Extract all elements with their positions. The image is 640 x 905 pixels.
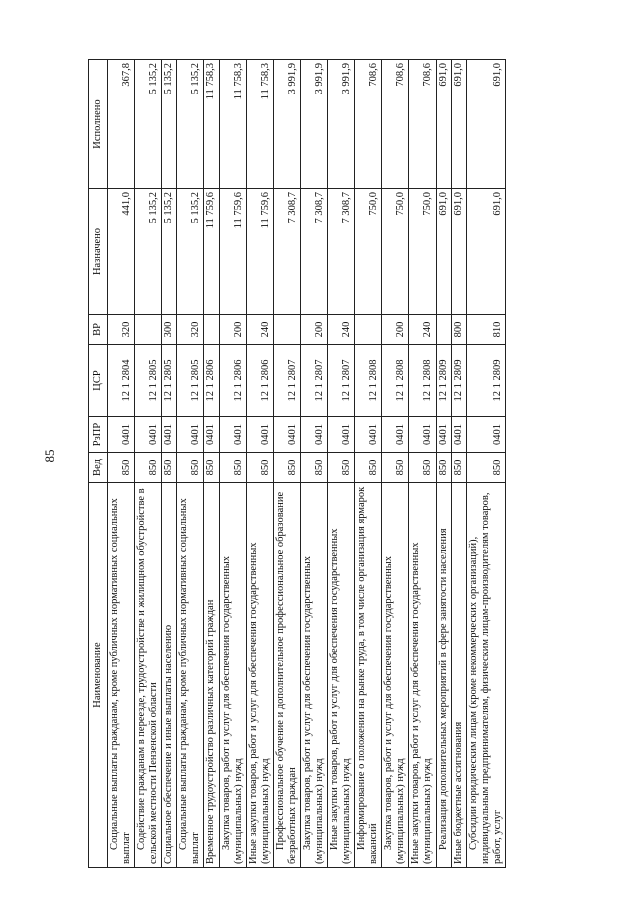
row-ved-text: 850: [452, 459, 464, 476]
row-rzpr-cell: [466, 417, 505, 453]
row-ispolneno-text: 367,8: [121, 63, 133, 87]
table-row: [246, 60, 273, 868]
row-naznacheno-cell: [246, 189, 273, 315]
row-ispolneno-text: 3 991,9: [341, 63, 353, 95]
row-csr-cell: [300, 345, 327, 417]
row-ispolneno-text: 5 135,2: [163, 63, 175, 95]
budget-table: [88, 59, 506, 868]
row-ispolneno-cell: [273, 60, 300, 189]
table-row: [219, 60, 246, 868]
row-ispolneno-text: 708,6: [368, 63, 380, 87]
row-ved-text: 850: [232, 459, 244, 476]
row-csr-cell: [466, 345, 505, 417]
row-csr-cell: [246, 345, 273, 417]
row-naznacheno-cell: [451, 189, 466, 315]
header-csr: ЦСР: [89, 345, 108, 417]
header-rzpr: РзПР: [89, 417, 108, 453]
row-name-text: Субсидии юридическим лицам (кроме некоммерческих организаций), индивидуальным предпринимателям, физическим лицам-производителям товаров, работ, услуг: [467, 492, 503, 864]
row-vr-text: 200: [313, 321, 325, 338]
row-ispolneno-cell: [328, 60, 355, 189]
row-ved-text: 850: [491, 459, 503, 476]
page-number: 85: [42, 449, 57, 463]
table-row: [355, 60, 382, 868]
row-name-cell: [355, 483, 382, 868]
table-row: [382, 60, 409, 868]
row-vr-text: 200: [395, 321, 407, 338]
row-ispolneno-text: 3 991,9: [313, 63, 325, 95]
row-rzpr-cell: [108, 417, 135, 453]
row-name-cell: [162, 483, 177, 868]
row-rzpr-cell: [204, 417, 219, 453]
row-name-text: Иные бюджетные ассигнования: [452, 721, 464, 864]
row-ispolneno-text: 708,6: [422, 63, 434, 87]
row-csr-cell: [219, 345, 246, 417]
row-csr-cell: [382, 345, 409, 417]
row-ispolneno-cell: [466, 60, 505, 189]
row-csr-cell: [436, 345, 451, 417]
row-rzpr-text: 0401: [232, 424, 244, 445]
row-csr-cell: [328, 345, 355, 417]
table-row: [328, 60, 355, 868]
row-naznacheno-cell: [382, 189, 409, 315]
row-name-text: Социальные выплаты гражданам, кроме публичных нормативных социальных выплат: [109, 498, 133, 864]
row-naznacheno-cell: [273, 189, 300, 315]
row-ved-cell: [273, 453, 300, 483]
row-vr-text: 800: [452, 321, 464, 338]
row-name-cell: [108, 483, 135, 868]
row-naznacheno-text: 750,0: [368, 192, 380, 216]
row-vr-cell: [273, 315, 300, 345]
row-csr-text: 12 1 2805: [190, 359, 202, 402]
row-rzpr-cell: [409, 417, 436, 453]
row-rzpr-text: 0401: [313, 424, 325, 445]
row-csr-text: 12 1 2806: [232, 359, 244, 402]
row-naznacheno-cell: [409, 189, 436, 315]
row-csr-text: 12 1 2805: [163, 359, 175, 402]
row-rzpr-text: 0401: [205, 424, 217, 445]
row-csr-text: 12 1 2806: [205, 359, 217, 402]
row-ispolneno-text: 691,0: [452, 63, 464, 87]
row-naznacheno-cell: [204, 189, 219, 315]
row-name-text: Социальные выплаты гражданам, кроме публичных нормативных социальных выплат: [178, 498, 202, 864]
row-rzpr-cell: [273, 417, 300, 453]
row-ved-text: 850: [422, 459, 434, 476]
row-name-cell: [328, 483, 355, 868]
row-ispolneno-cell: [177, 60, 204, 189]
row-ispolneno-cell: [409, 60, 436, 189]
row-ispolneno-text: 5 135,2: [148, 63, 160, 95]
row-vr-cell: [466, 315, 505, 345]
row-csr-cell: [108, 345, 135, 417]
row-naznacheno-text: 11 759,6: [232, 192, 244, 229]
table-row: [108, 60, 135, 868]
row-naznacheno-cell: [355, 189, 382, 315]
row-ved-text: 850: [121, 459, 133, 476]
row-rzpr-cell: [436, 417, 451, 453]
row-rzpr-text: 0401: [452, 424, 464, 445]
row-ved-text: 850: [341, 459, 353, 476]
row-csr-text: 12 1 2808: [395, 359, 407, 402]
row-name-cell: [382, 483, 409, 868]
row-ispolneno-text: 691,0: [491, 63, 503, 87]
row-naznacheno-text: 11 759,6: [205, 192, 217, 229]
row-csr-cell: [355, 345, 382, 417]
row-vr-cell: [409, 315, 436, 345]
row-naznacheno-text: 691,0: [452, 192, 464, 216]
row-vr-text: 200: [232, 321, 244, 338]
row-naznacheno-cell: [108, 189, 135, 315]
row-naznacheno-text: 5 135,2: [163, 192, 175, 224]
row-ved-text: 850: [286, 459, 298, 476]
row-naznacheno-text: 7 308,7: [341, 192, 353, 224]
row-name-text: Иные закупки товаров, работ и услуг для обеспечения государственных (муниципальных) нужд: [329, 528, 353, 864]
row-rzpr-cell: [328, 417, 355, 453]
row-ispolneno-cell: [300, 60, 327, 189]
rotated-table-frame: [88, 60, 598, 868]
row-name-cell: [219, 483, 246, 868]
row-name-text: Закупка товаров, работ и услуг для обеспечения государственных (муниципальных) нужд: [301, 555, 325, 864]
row-naznacheno-text: 441,0: [121, 192, 133, 216]
row-csr-text: 12 1 2809: [437, 359, 449, 402]
row-ispolneno-text: 691,0: [437, 63, 449, 87]
row-ved-cell: [219, 453, 246, 483]
row-naznacheno-text: 691,0: [437, 192, 449, 216]
row-ispolneno-cell: [451, 60, 466, 189]
row-name-cell: [204, 483, 219, 868]
row-vr-cell: [355, 315, 382, 345]
table-row: [135, 60, 162, 868]
row-name-text: Содействие гражданам в переезде, трудоустройстве и жилищном обустройстве в сельской местности Пензенской области: [136, 488, 160, 864]
row-rzpr-text: 0401: [395, 424, 407, 445]
row-naznacheno-text: 5 135,2: [190, 192, 202, 224]
row-ved-cell: [108, 453, 135, 483]
row-rzpr-text: 0401: [259, 424, 271, 445]
row-rzpr-text: 0401: [437, 424, 449, 445]
row-ved-text: 850: [437, 459, 449, 476]
row-csr-cell: [204, 345, 219, 417]
row-name-cell: [451, 483, 466, 868]
row-name-text: Закупка товаров, работ и услуг для обеспечения государственных (муниципальных) нужд: [220, 555, 244, 864]
header-ved: Вед: [89, 453, 108, 483]
row-rzpr-cell: [177, 417, 204, 453]
row-csr-cell: [177, 345, 204, 417]
row-ispolneno-cell: [162, 60, 177, 189]
table-row: [451, 60, 466, 868]
row-vr-cell: [162, 315, 177, 345]
row-naznacheno-cell: [436, 189, 451, 315]
row-ispolneno-text: 708,6: [395, 63, 407, 87]
row-name-cell: [246, 483, 273, 868]
row-name-cell: [436, 483, 451, 868]
row-vr-cell: [436, 315, 451, 345]
row-vr-cell: [246, 315, 273, 345]
row-rzpr-cell: [246, 417, 273, 453]
row-rzpr-text: 0401: [341, 424, 353, 445]
row-csr-text: 12 1 2809: [452, 359, 464, 402]
row-vr-cell: [135, 315, 162, 345]
row-csr-text: 12 1 2808: [368, 359, 380, 402]
row-naznacheno-text: 5 135,2: [148, 192, 160, 224]
row-ved-text: 850: [368, 459, 380, 476]
row-name-text: Иные закупки товаров, работ и услуг для обеспечения государственных (муниципальных) нужд: [410, 542, 434, 864]
row-ispolneno-text: 11 758,3: [205, 63, 217, 100]
row-name-text: Информирование о положении на рынке труда, в том числе организация ярмарок вакансий: [356, 486, 380, 864]
row-rzpr-text: 0401: [190, 424, 202, 445]
row-naznacheno-text: 7 308,7: [286, 192, 298, 224]
table-row: [162, 60, 177, 868]
row-vr-cell: [108, 315, 135, 345]
row-vr-cell: [219, 315, 246, 345]
row-ved-text: 850: [190, 459, 202, 476]
row-ved-text: 850: [205, 459, 217, 476]
row-rzpr-text: 0401: [491, 424, 503, 445]
row-vr-cell: [451, 315, 466, 345]
row-csr-text: 12 1 2805: [148, 359, 160, 402]
row-ispolneno-cell: [436, 60, 451, 189]
row-ved-cell: [135, 453, 162, 483]
row-vr-text: 240: [341, 321, 353, 338]
row-name-cell: [273, 483, 300, 868]
row-rzpr-text: 0401: [368, 424, 380, 445]
row-ispolneno-cell: [219, 60, 246, 189]
row-csr-text: 12 1 2807: [341, 359, 353, 402]
row-naznacheno-text: 7 308,7: [313, 192, 325, 224]
row-vr-cell: [328, 315, 355, 345]
row-vr-cell: [300, 315, 327, 345]
row-ved-cell: [355, 453, 382, 483]
row-rzpr-text: 0401: [163, 424, 175, 445]
row-csr-cell: [451, 345, 466, 417]
row-ved-cell: [246, 453, 273, 483]
row-rzpr-cell: [162, 417, 177, 453]
row-rzpr-text: 0401: [286, 424, 298, 445]
row-name-cell: [466, 483, 505, 868]
row-rzpr-text: 0401: [148, 424, 160, 445]
row-rzpr-cell: [135, 417, 162, 453]
row-name-text: Социальное обеспечение и иные выплаты населению: [163, 624, 175, 864]
table-row: [177, 60, 204, 868]
row-rzpr-cell: [451, 417, 466, 453]
header-vr: ВР: [89, 315, 108, 345]
row-ved-text: 850: [259, 459, 271, 476]
row-csr-cell: [162, 345, 177, 417]
header-naznacheno: Назначено: [89, 189, 108, 315]
row-ved-cell: [204, 453, 219, 483]
header-name: Наименование: [89, 483, 108, 868]
row-ved-text: 850: [163, 459, 175, 476]
row-name-cell: [177, 483, 204, 868]
row-naznacheno-cell: [328, 189, 355, 315]
row-ispolneno-text: 11 758,3: [259, 63, 271, 100]
row-vr-text: 320: [121, 321, 133, 338]
row-name-cell: [300, 483, 327, 868]
row-naznacheno-cell: [162, 189, 177, 315]
row-naznacheno-cell: [466, 189, 505, 315]
row-ispolneno-text: 3 991,9: [286, 63, 298, 95]
table-container: [88, 60, 598, 868]
row-name-text: Закупка товаров, работ и услуг для обеспечения государственных (муниципальных) нужд: [383, 555, 407, 864]
row-csr-text: 12 1 2808: [422, 359, 434, 402]
row-ved-cell: [409, 453, 436, 483]
row-csr-text: 12 1 2807: [286, 359, 298, 402]
row-ved-cell: [436, 453, 451, 483]
row-vr-text: 320: [190, 321, 202, 338]
row-ispolneno-cell: [355, 60, 382, 189]
row-ved-text: 850: [148, 459, 160, 476]
table-row: [273, 60, 300, 868]
row-ved-cell: [177, 453, 204, 483]
row-csr-cell: [273, 345, 300, 417]
row-vr-cell: [177, 315, 204, 345]
row-rzpr-cell: [382, 417, 409, 453]
table-row: [466, 60, 505, 868]
row-ved-cell: [382, 453, 409, 483]
row-csr-cell: [135, 345, 162, 417]
row-ved-cell: [162, 453, 177, 483]
row-naznacheno-cell: [177, 189, 204, 315]
row-name-text: Иные закупки товаров, работ и услуг для обеспечения государственных (муниципальных) нужд: [247, 542, 271, 864]
table-row: [409, 60, 436, 868]
row-name-text: Временное трудоустройство различных категорий граждан: [205, 599, 217, 864]
row-rzpr-cell: [219, 417, 246, 453]
row-ved-cell: [451, 453, 466, 483]
row-vr-text: 810: [491, 321, 503, 338]
row-rzpr-text: 0401: [422, 424, 434, 445]
row-ved-cell: [300, 453, 327, 483]
row-ispolneno-cell: [135, 60, 162, 189]
row-name-text: Профессиональное обучение и дополнительное профессиональное образование безработных граждан: [274, 491, 298, 864]
row-ved-text: 850: [313, 459, 325, 476]
row-csr-text: 12 1 2806: [259, 359, 271, 402]
row-naznacheno-text: 750,0: [422, 192, 434, 216]
row-csr-text: 12 1 2807: [313, 359, 325, 402]
row-ispolneno-cell: [108, 60, 135, 189]
row-rzpr-text: 0401: [121, 424, 133, 445]
row-ved-text: 850: [395, 459, 407, 476]
row-vr-text: 240: [259, 321, 271, 338]
row-vr-cell: [382, 315, 409, 345]
row-naznacheno-cell: [135, 189, 162, 315]
row-ispolneno-cell: [382, 60, 409, 189]
row-ispolneno-text: 11 758,3: [232, 63, 244, 100]
row-naznacheno-text: 11 759,6: [259, 192, 271, 229]
row-name-cell: [409, 483, 436, 868]
row-vr-text: 300: [163, 321, 175, 338]
table-body: [108, 60, 506, 868]
row-csr-text: 12 1 2809: [491, 359, 503, 402]
row-vr-cell: [204, 315, 219, 345]
table-row: [436, 60, 451, 868]
table-row: [300, 60, 327, 868]
row-vr-text: 240: [422, 321, 434, 338]
row-naznacheno-text: 691,0: [491, 192, 503, 216]
row-rzpr-cell: [300, 417, 327, 453]
row-csr-text: 12 1 2804: [121, 359, 133, 402]
row-name-text: Реализация дополнительных мероприятий в сфере занятости населения: [437, 528, 449, 850]
row-ispolneno-text: 5 135,2: [190, 63, 202, 95]
table-header-row: [89, 60, 108, 868]
row-ispolneno-cell: [246, 60, 273, 189]
row-ved-cell: [328, 453, 355, 483]
header-ispolneno: Исполнено: [89, 60, 108, 189]
row-ved-cell: [466, 453, 505, 483]
row-csr-cell: [409, 345, 436, 417]
row-naznacheno-text: 750,0: [395, 192, 407, 216]
row-naznacheno-cell: [300, 189, 327, 315]
row-name-cell: [135, 483, 162, 868]
row-ispolneno-cell: [204, 60, 219, 189]
table-row: [204, 60, 219, 868]
row-rzpr-cell: [355, 417, 382, 453]
row-naznacheno-cell: [219, 189, 246, 315]
